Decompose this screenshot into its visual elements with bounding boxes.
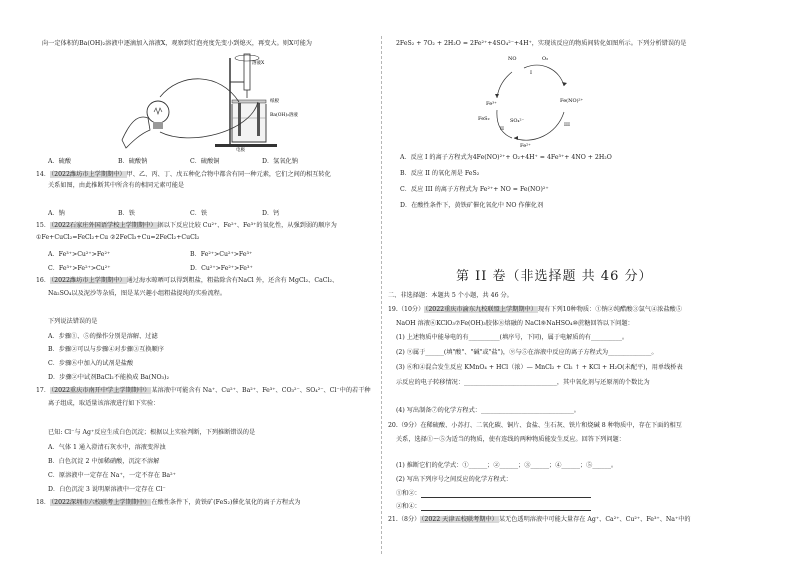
q21-source-tag: （2022 天津五校联考期中） (421, 516, 498, 523)
q18-option-d: D．在酸性条件下，黄铁矿催化氧化中 NO 作催化剂 (400, 202, 544, 209)
q13-stem: 向一定体积的Ba(OH)₂溶液中逐滴加入溶液X，观察到灯泡亮度先变小到熄灭，再变大。则X可能为 (42, 40, 312, 47)
q16-line3: 下列说法错误的是 (48, 318, 98, 325)
cycle-label-fes2: FeS₂ (478, 116, 490, 122)
cycle-label-stage-i: I (530, 70, 532, 76)
q16-option-a: A．步骤①、⑤的操作分别是溶解、过滤 (48, 333, 158, 340)
q14-option-b: B．铁 (118, 210, 135, 217)
q18-number: 18． (36, 499, 51, 506)
q19-sub4: (4) 写出制备⑦的化学方程式：______________________________。 (396, 407, 580, 414)
cycle-label-stage-iii: III (564, 122, 570, 128)
q19-sub3a: (3) ⑥和④混合发生反应 KMnO₄ + HCl（浓）— MnCl₂ + Cl₂ ↑ + KCl + H₂O(未配平)，用单线桥表 (396, 364, 683, 371)
q17-option-b: B．白色沉淀 2 中加稀硝酸，沉淀不溶解 (48, 458, 160, 465)
q14-text1: 甲、乙、丙、丁、戊五种化合物中都含有同一种元素，它们之间的相互转化 (126, 171, 331, 178)
cycle-label-feno: Fe(NO)²⁺ (560, 98, 584, 104)
q16-number: 16． (36, 277, 51, 284)
q17-option-d: D．白色沉淀 3 说明原溶液中一定存在 Cl⁻ (48, 486, 166, 493)
q19-source-tag: （2022重庆市渝东九校联盟上学期期中） (425, 306, 537, 313)
q20-sub2a-label: ①和②： (396, 490, 421, 497)
q20-sub2a (396, 490, 591, 498)
q19-line2: NaOH 溶液⑥KClO₃⑦Fe(OH)₃胶体⑧熔融的 NaCl⑨NaHSO₄⑩蔗糖回答以下问题： (396, 320, 634, 327)
q14-source-tag: （2022潍坊市上学期期中） (51, 171, 126, 178)
q16-option-b: B．步骤②可以与步骤④对步骤③互换顺序 (48, 346, 164, 353)
answer-blank[interactable] (421, 503, 591, 511)
q16-line1 (36, 277, 338, 285)
cycle-label-so4: SO₄²⁻ (510, 118, 525, 124)
q14-line2: 关系如图，由此推断其中所含有的相同元素可能是 (48, 182, 185, 189)
q15-line1 (36, 222, 337, 230)
q18-line1 (36, 499, 300, 507)
q18-source-tag: （2022深圳市六校联考上学期期中） (51, 499, 151, 506)
q21-line1 (388, 516, 691, 524)
q17-number: 17． (36, 387, 51, 394)
q13-option-b: B．硫酸钠 (118, 158, 148, 165)
q16-source-tag: （2022潍坊市上学期期中） (51, 277, 126, 284)
q13-option-d: D．氢氧化钠 (262, 158, 298, 165)
q16-line2: Na₂SO₄以及泥沙等杂质，图是某兴趣小组粗盐提纯的实验流程。 (48, 290, 227, 297)
q16-option-c: C．步骤⑥中加入的试剂是盐酸 (48, 360, 134, 367)
q15-reactions: ①Fe+CuCl₂=FeCl₂+Cu ②2FeCl₃+Cu=2FeCl₂+CuCl₂ (36, 234, 200, 241)
q18-text1: 在酸性条件下，黄铁矿(FeS₂)催化氧化的离子方程式为 (151, 499, 301, 506)
q19-sub2: (2) ⑨属于______(填"酸"、"碱"或"盐")，⑨与⑤在溶液中反应的离子方程式为______________。 (396, 349, 658, 356)
q18-option-c: C．反应 III 的离子方程式为 Fe²⁺+ NO = Fe(NO)²⁺ (400, 186, 549, 193)
apparatus-label-solution: Ba(OH)₂溶液 (270, 113, 298, 118)
q20-line1 (388, 422, 682, 430)
q14-line1 (36, 171, 331, 179)
q15-option-c: C．Fe³⁺>Fe²⁺>Cu²⁺ (48, 265, 111, 272)
q17-line3: 已知: Cl⁻与 Ag⁺反应生成白色沉淀；根据以上实验判断，下列推断错误的是 (48, 429, 256, 436)
q14-number: 14． (36, 171, 51, 178)
apparatus-label-buret: 溶液X (252, 61, 265, 66)
q18-equation-line: 2FeS₂ + 7O₂ + 2H₂O = 2Fe²⁺+4SO₄²⁻+4H⁺，实现该反应的物质间转化如图所示。下列分析错误的是 (396, 40, 687, 47)
q15-text1: 据以下反应比较 Cu²⁺、Fe²⁺、Fe³⁺的氧化性，从强到弱的顺序为 (157, 222, 337, 229)
apparatus-label-electrode: 电极 (236, 148, 245, 153)
q15-option-a: A．Fe³⁺>Cu²⁺>Fe²⁺ (48, 251, 111, 258)
q21-text: 某无色透明溶液中可能大量存在 Ag⁺、Ca²⁺、Cu²⁺、Fe³⁺、Na⁺中的 (498, 516, 691, 523)
q20-sub2b (396, 503, 591, 511)
sec2-intro: 二、非选择题：本题共 5 个小题，共 46 分。 (388, 292, 513, 299)
q20-sub2: (2) 写出下列序号之间反应的化学方程式： (396, 476, 512, 483)
cycle-label-o2: O₂ (542, 56, 549, 62)
right-column (382, 0, 794, 562)
q18-option-a: A．反应 I 的离子方程式为4Fe(NO)²⁺+ O₂+4H⁺ = 4Fe³⁺+ 4NO + 2H₂O (400, 154, 612, 161)
q15-option-b: B．Fe²⁺>Cu²⁺>Fe³⁺ (190, 251, 253, 258)
q17-source-tag: （2022重庆市南开中学上学期期中） (51, 387, 151, 394)
q19-sub3b: 示反应的电子转移情况：______________________________，其中氧化剂与还原剂的个数比为 (396, 379, 650, 386)
q17-line1 (36, 387, 371, 395)
q17-option-a: A．气体 1 通入澄清石灰水中，溶液变浑浊 (48, 444, 166, 451)
q21-score: （8分） (397, 516, 421, 523)
q16-text1: 通过海水晾晒可以得到粗盐，粗盐除含有NaCl 外，还含有 MgCl₂、CaCl₂、 (126, 277, 339, 284)
q17-option-c: C．原溶液中一定存在 Na⁺，一定不存在 Ba²⁺ (48, 472, 176, 479)
section-title: 第 II 卷（非选择题 共 46 分） (456, 269, 653, 284)
q14-option-c: C．铁 (190, 210, 208, 217)
q18-option-b: B．反应 II 的氧化剂是 FeS₂ (400, 170, 480, 177)
q14-option-a: A．钠 (48, 210, 65, 217)
q13-option-c: C．硫酸铜 (190, 158, 220, 165)
q14-option-d: D．钙 (262, 210, 280, 217)
q15-option-d: D．Cu²⁺>Fe²⁺>Fe³⁺ (190, 265, 253, 272)
fes2-oxidation-cycle-diagram (472, 50, 612, 150)
q20-number: 20. (388, 422, 398, 429)
q13-option-a: A．硫酸 (48, 158, 72, 165)
cycle-label-stage-ii: II (500, 126, 504, 132)
answer-blank[interactable] (421, 490, 591, 498)
cycle-label-no: NO (508, 56, 517, 62)
q20-text1: 在稀硫酸、小苏打、二氧化碳、铜片、食盐、生石灰、铁片和烧碱 8 种物质中，存在下面的相互 (420, 422, 682, 429)
cycle-label-fe2: Fe²⁺ (520, 143, 531, 149)
q19-line1 (388, 306, 682, 314)
q19-score: （10分） (397, 306, 425, 313)
q19-sub1: (1) 上述物质中能导电的有__________(填序号，下同)，属于电解质的有__________。 (396, 334, 629, 341)
q20-sub2b-label: ②和④： (396, 503, 421, 510)
q16-option-d: D．步骤②中试剂BaCl₂不能换成 Ba(NO₃)₂ (48, 374, 169, 381)
q21-number: 21. (388, 516, 398, 523)
q20-line2: 关系，选择①～⑤为适当的物质，使有连线的两种物质能发生反应。回答下列问题： (396, 436, 625, 443)
q19-text1: 现有下列10种物质：①钠②纯醋酸③氯气④浓盐酸⑤ (537, 306, 682, 313)
q20-sub1: (1) 推断它们的化学式：①______；②______；③______；④______；⑤______。 (396, 462, 618, 469)
left-column (0, 0, 382, 562)
cycle-label-fe3: Fe³⁺ (486, 101, 497, 107)
apparatus-label-paper: 纸板 (270, 99, 279, 104)
q15-number: 15． (36, 222, 51, 229)
q17-line2: 离子组成，取适量该溶液进行如下实验： (48, 400, 160, 407)
q15-source-tag: （2022石家庄外国语学校上学期期中） (51, 222, 157, 229)
q20-score: （9分） (397, 422, 421, 429)
q17-text1: 某溶液中可能含有 Na⁺、Cu²⁺、Ba²⁺、Fe³⁺、CO₃²⁻、SO₄²⁻、Cl⁻中的若干种 (151, 387, 371, 394)
conductivity-apparatus-figure (120, 52, 298, 153)
q19-number: 19. (388, 306, 398, 313)
